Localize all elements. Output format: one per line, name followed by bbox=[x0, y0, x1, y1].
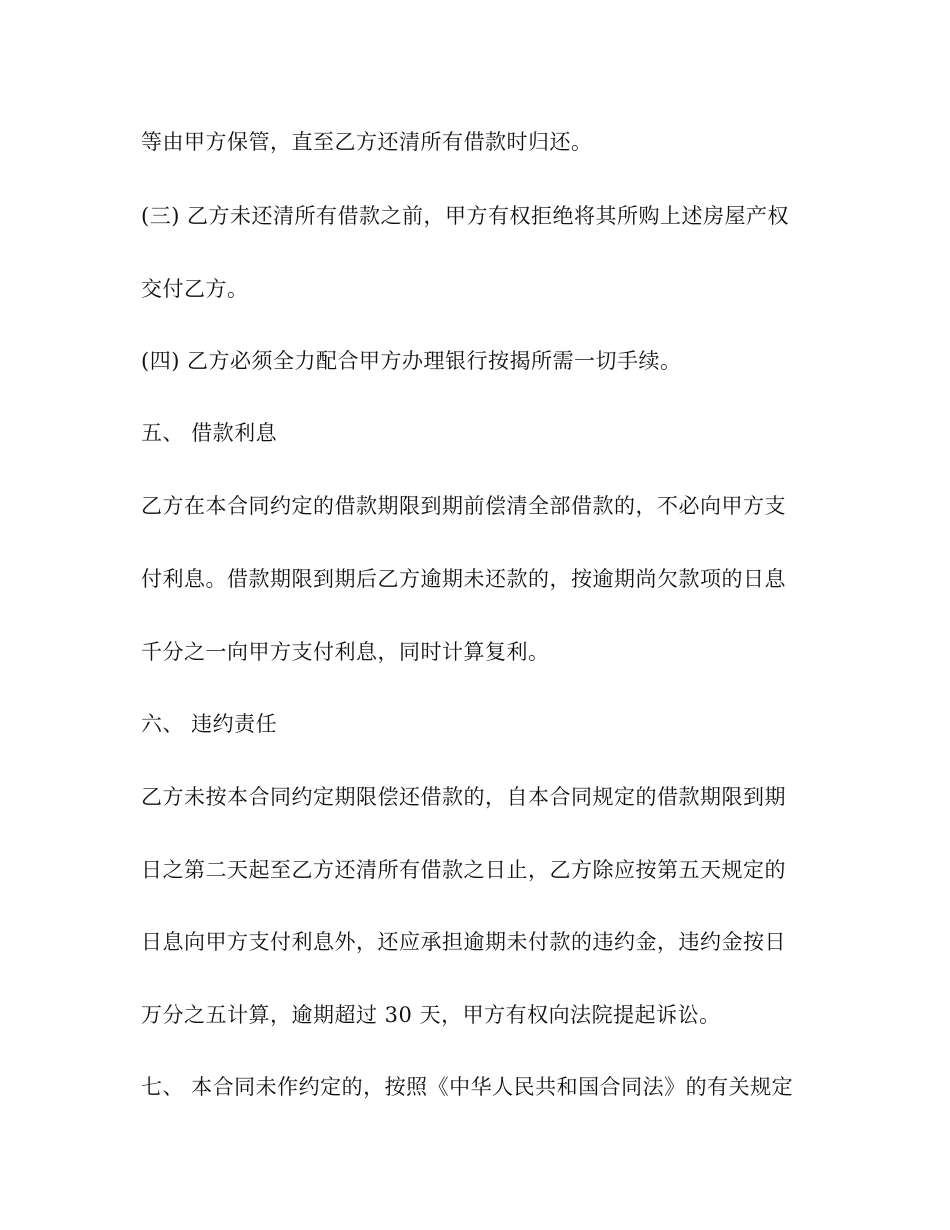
text-line: (四) 乙方必须全力配合甲方办理银行按揭所需一切手续。 bbox=[141, 349, 682, 373]
text-line: 万分之五计算，逾期超过 30 天，甲方有权向法院提起诉讼。 bbox=[141, 1003, 721, 1027]
text-line: 交付乙方。 bbox=[141, 277, 249, 301]
text-line: 日之第二天起至乙方还清所有借款之日止，乙方除应按第五天规定的 bbox=[141, 858, 786, 882]
text-line: 等由甲方保管，直至乙方还清所有借款时归还。 bbox=[141, 130, 593, 154]
section-heading: 六、 违约责任 bbox=[141, 712, 278, 736]
text-line: 千分之一向甲方支付利息，同时计算复利。 bbox=[141, 640, 550, 664]
text-line: 乙方在本合同约定的借款期限到期前偿清全部借款的，不必向甲方支 bbox=[141, 494, 786, 518]
section-heading: 五、 借款利息 bbox=[141, 421, 278, 445]
section-heading: 七、 本合同未作约定的，按照《中华人民共和国合同法》的有关规定 bbox=[141, 1075, 794, 1099]
text-line: 付利息。借款期限到期后乙方逾期未还款的，按逾期尚欠款项的日息 bbox=[141, 567, 786, 591]
text-line: 日息向甲方支付利息外，还应承担逾期未付款的违约金，违约金按日 bbox=[141, 930, 786, 954]
text-line: (三) 乙方未还清所有借款之前，甲方有权拒绝将其所购上述房屋产权 bbox=[141, 204, 790, 228]
text-line: 乙方未按本合同约定期限偿还借款的，自本合同规定的借款期限到期 bbox=[141, 785, 786, 809]
